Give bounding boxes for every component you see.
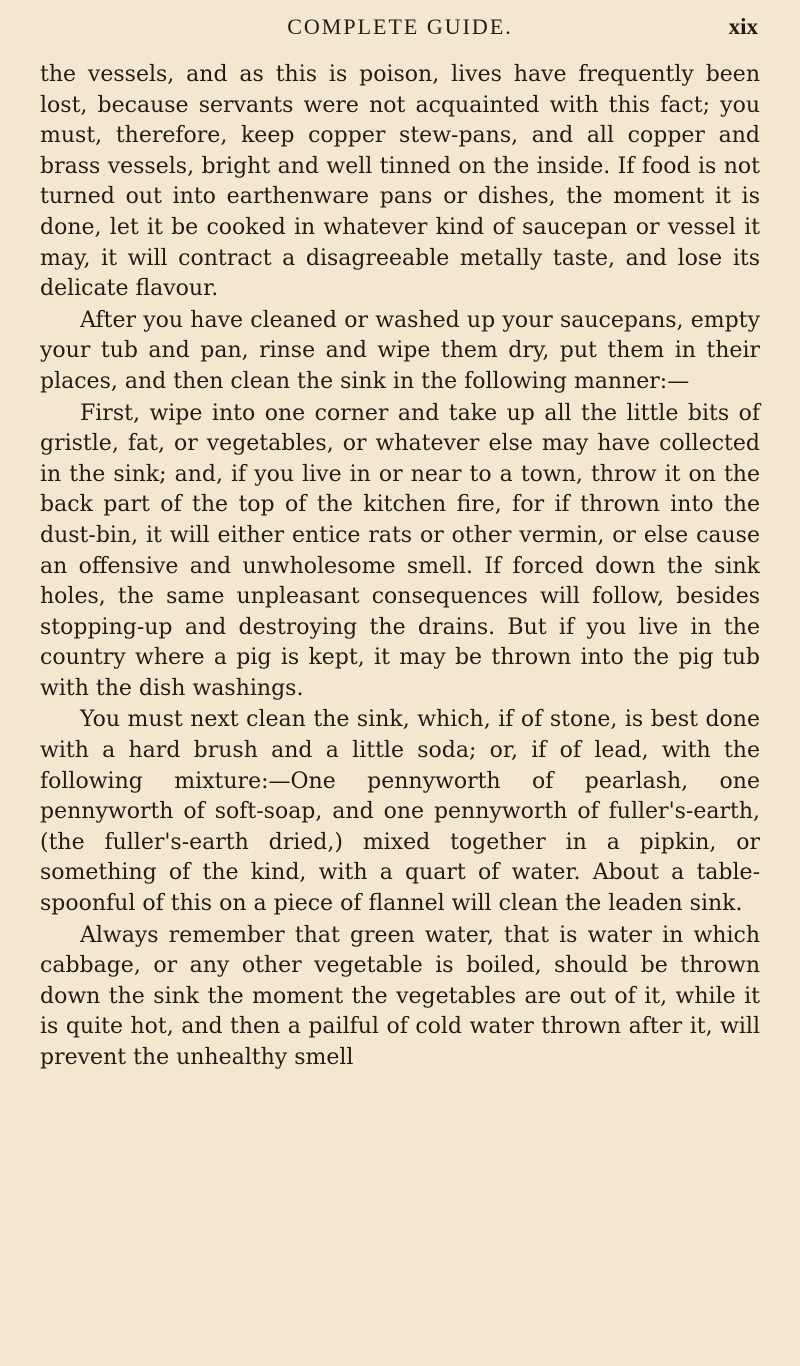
paragraph: First, wipe into one corner and take up all the little bits of gristle, fat, or vegetables, or whatever else may have collected in the sink; and, if you live in or near to a town, throw it on the back part of the top of the kitchen fire, for if thrown into the dust-bin, it will either entice rats or other vermin, or else cause an offensive and unwholesome smell. If forced down the sink holes, the same unpleasant consequences will follow, besides stopping-up and destroying the drains. But if you live in the country where a pig is kept, it may be thrown into the pig tub with the dish washings.	[40, 400, 760, 701]
page-header	[0, 14, 800, 44]
paragraph: You must next clean the sink, which, if of stone, is best done with a hard brush and a little soda; or, if of lead, with the following mixture:—One pennyworth of pearlash, one pennyworth of soft-soap, and one pennyworth of fuller's-earth, (the fuller's-earth dried,) mixed together in a pipkin, or something of the kind, with a quart of water. About a table-spoonful of this on a piece of flannel will clean the leaden sink.	[40, 707, 760, 917]
page-body	[40, 60, 760, 1075]
page-number: xix	[728, 14, 758, 39]
paragraph: Always remember that green water, that is water in which cabbage, or any other vegetable is boiled, should be thrown down the sink the moment the vegetables are out of it, while it is quite hot, and then a pailful of cold water thrown after it, will prevent the unhealthy smell	[40, 922, 760, 1070]
paragraph: After you have cleaned or washed up your saucepans, empty your tub and pan, rinse and wipe them dry, put them in their places, and then clean the sink in the following manner:—	[40, 307, 760, 394]
paragraph-continued: the vessels, and as this is poison, lives have frequently been lost, because servants were not acquainted with this fact; you must, therefore, keep copper stew-pans, and all copper and brass vessels, bright and well tinned on the inside. If food is not turned out into earthenware pans or dishes, the moment it is done, let it be cooked in whatever kind of saucepan or vessel it may, it will contract a disagreeable metally taste, and lose its delicate flavour.	[40, 62, 760, 302]
running-head: COMPLETE GUIDE.	[287, 14, 513, 39]
